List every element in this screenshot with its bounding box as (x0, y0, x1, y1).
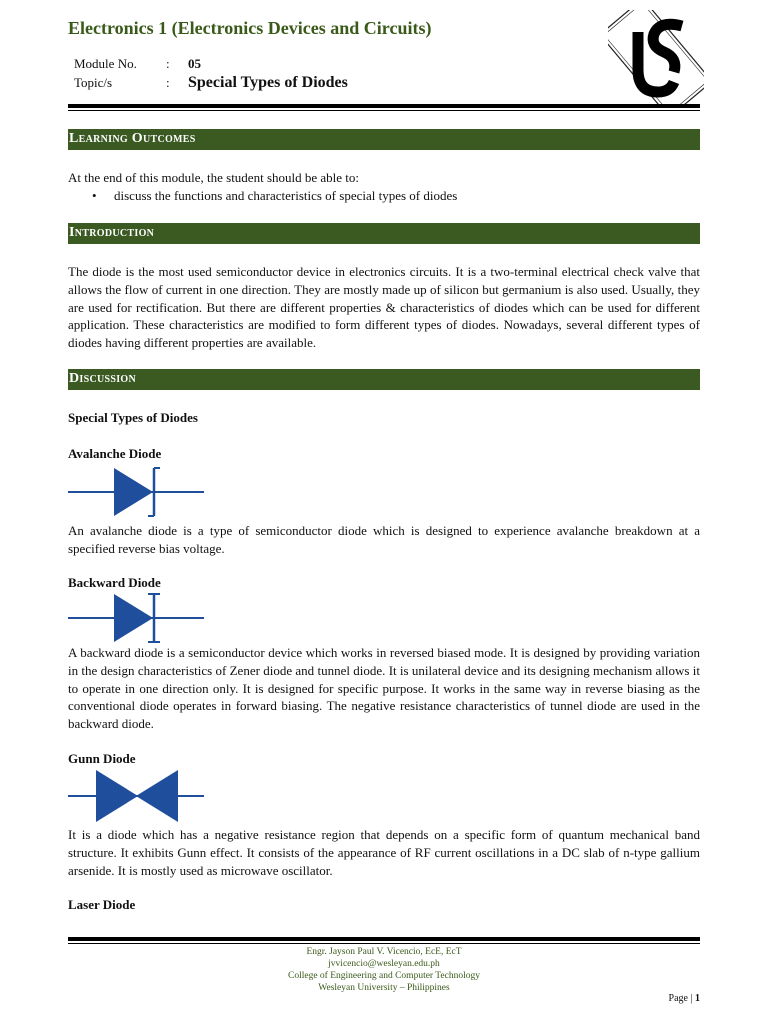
footer-author: Engr. Jayson Paul V. Vicencio, EcE, EcT (306, 947, 462, 957)
diode-description-gunn: It is a diode which has a negative resistance region that depends on a specific form of quantum mechanical band structure. It exhibits Gunn effect. It consists of the appearance of RF current oscillations in a DC slab of n-type gallium arsenide. It is mostly used as microwave oscillator. (68, 827, 700, 878)
gunn-diode-icon (66, 768, 206, 824)
backward-diode-icon (66, 592, 206, 644)
list-item-text: discuss the functions and characteristics of special types of diodes (114, 188, 458, 203)
introduction-paragraph: The diode is the most used semiconductor device in electronics circuits. It is a two-terminal electrical check valve that allows the flow of current in one direction. They are mostly made up of silicon but germanium is also used. Usually, they are used for rectification. But there are different properties & characteristics of diodes which can be used for different application. These characteristics are modified to form different types of diodes. Nowadays, several different types of diodes having different properties are available. (68, 264, 700, 351)
diode-description-avalanche: An avalanche diode is a type of semiconductor diode which is designed to experience avalanche breakdown at a specified reverse bias voltage. (68, 523, 700, 556)
diode-heading-laser: Laser Diode (68, 897, 136, 912)
footer-email: jvvicencio@wesleyan.edu.ph (328, 959, 440, 969)
university-logo-icon (608, 10, 704, 106)
page-number-value: 1 (695, 993, 700, 1004)
separator: : (166, 56, 170, 71)
section-heading-discussion: Discussion (68, 369, 700, 390)
diode-heading-avalanche: Avalanche Diode (68, 446, 162, 461)
footer-university: Wesleyan University – Philippines (318, 983, 450, 993)
separator: : (166, 75, 170, 90)
footer-rule-thin (68, 943, 700, 944)
section-heading-learning-outcomes: Learning Outcomes (68, 129, 700, 150)
page-label: Page | (668, 993, 693, 1004)
avalanche-diode-icon (66, 464, 206, 520)
diode-heading-gunn: Gunn Diode (68, 751, 136, 766)
learning-outcomes-intro: At the end of this module, the student should be able to: (68, 170, 360, 185)
footer (68, 946, 700, 994)
module-number-row (74, 56, 201, 72)
header-rule (68, 104, 700, 108)
module-label: Module No. (74, 56, 137, 71)
footer-rule (68, 937, 700, 941)
page-number (669, 993, 700, 1004)
list-item (92, 188, 457, 204)
topic-label: Topic/s (74, 75, 113, 90)
module-value: 05 (188, 56, 201, 71)
discussion-subheading: Special Types of Diodes (68, 410, 198, 425)
topic-row (74, 74, 348, 92)
diode-heading-backward: Backward Diode (68, 575, 161, 590)
footer-college: College of Engineering and Computer Technology (287, 971, 481, 981)
course-title: Electronics 1 (Electronics Devices and Circuits) (68, 18, 432, 38)
bullet-icon: • (92, 188, 97, 203)
diode-description-backward: A backward diode is a semiconductor device which works in reversed biased mode. It is designed by providing variation in the design characteristics of Zener diode and tunnel diode. It is unilateral device and its designing mechanism allows it to operate in one direction only. It is designed for specific purpose. It works in the same way in reverse biasing as the conventional diode operates in forward biasing. The negative resistance characteristics of tunnel diode are used in the backward diode. (68, 645, 700, 732)
topic-value: Special Types of Diodes (188, 74, 348, 91)
header-rule-thin (68, 110, 700, 111)
section-heading-introduction: Introduction (68, 223, 700, 244)
